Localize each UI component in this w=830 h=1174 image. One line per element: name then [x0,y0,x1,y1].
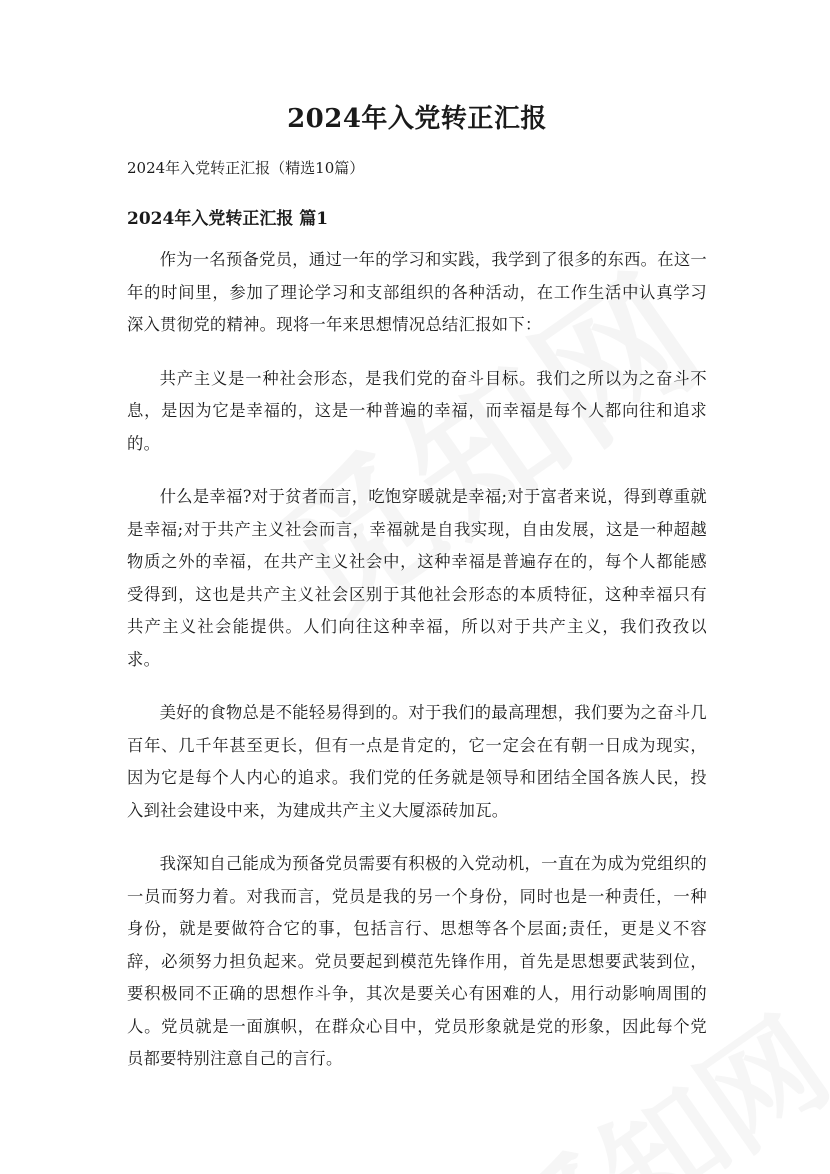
document-subtitle: 2024年入党转正汇报（精选10篇） [127,159,365,177]
paragraph-4: 美好的食物总是不能轻易得到的。对于我们的最高理想，我们要为之奋斗几百年、几千年甚至更长，但有一点是肯定的，它一定会在有朝一日成为现实，因为它是每个人内心的追求。我们党的任务就是领导和团结全国各族人民，投入到社会建设中来，为建成共产主义大厦添砖加瓦。 [127,703,707,820]
paragraph-3: 什么是幸福?对于贫者而言，吃饱穿暖就是幸福;对于富者来说，得到尊重就是幸福;对于共产主义社会而言，幸福就是自我实现，自由发展，这是一种超越物质之外的幸福，在共产主义社会中，这种幸福是普遍存在的，每个人都能感受得到，这也是共产主义社会区别于其他社会形态的本质特征，这种幸福只有共产主义社会能提供。人们向往这种幸福，所以对于共产主义，我们孜孜以求。 [127,487,707,669]
paragraph-list [127,244,707,1076]
paragraph-5: 我深知自己能成为预备党员需要有积极的入党动机，一直在为成为党组织的一员而努力着。对我而言，党员是我的另一个身份，同时也是一种责任，一种身份，就是要做符合它的事，包括言行、思想等各个层面;责任，更是义不容辞，必须努力担负起来。党员要起到模范先锋作用，首先是思想要武装到位，要积极同不正确的思想作斗争，其次是要关心有困难的人，用行动影响周围的人。党员就是一面旗帜，在群众心目中，党员形象就是党的形象，因此每个党员都要特别注意自己的言行。 [127,854,707,1068]
document-title: 2024年入党转正汇报 [287,104,547,134]
paragraph-1: 作为一名预备党员，通过一年的学习和实践，我学到了很多的东西。在这一年的时间里，参加了理论学习和支部组织的各种活动，在工作生活中认真学习深入贯彻党的精神。现将一年来思想情况总结汇报如下： [127,250,707,334]
paragraph-2: 共产主义是一种社会形态，是我们党的奋斗目标。我们之所以为之奋斗不息，是因为它是幸福的，这是一种普遍的幸福，而幸福是每个人都向往和追求的。 [127,368,707,453]
document-body [127,96,707,1097]
section-heading: 2024年入党转正汇报 篇1 [127,209,329,229]
